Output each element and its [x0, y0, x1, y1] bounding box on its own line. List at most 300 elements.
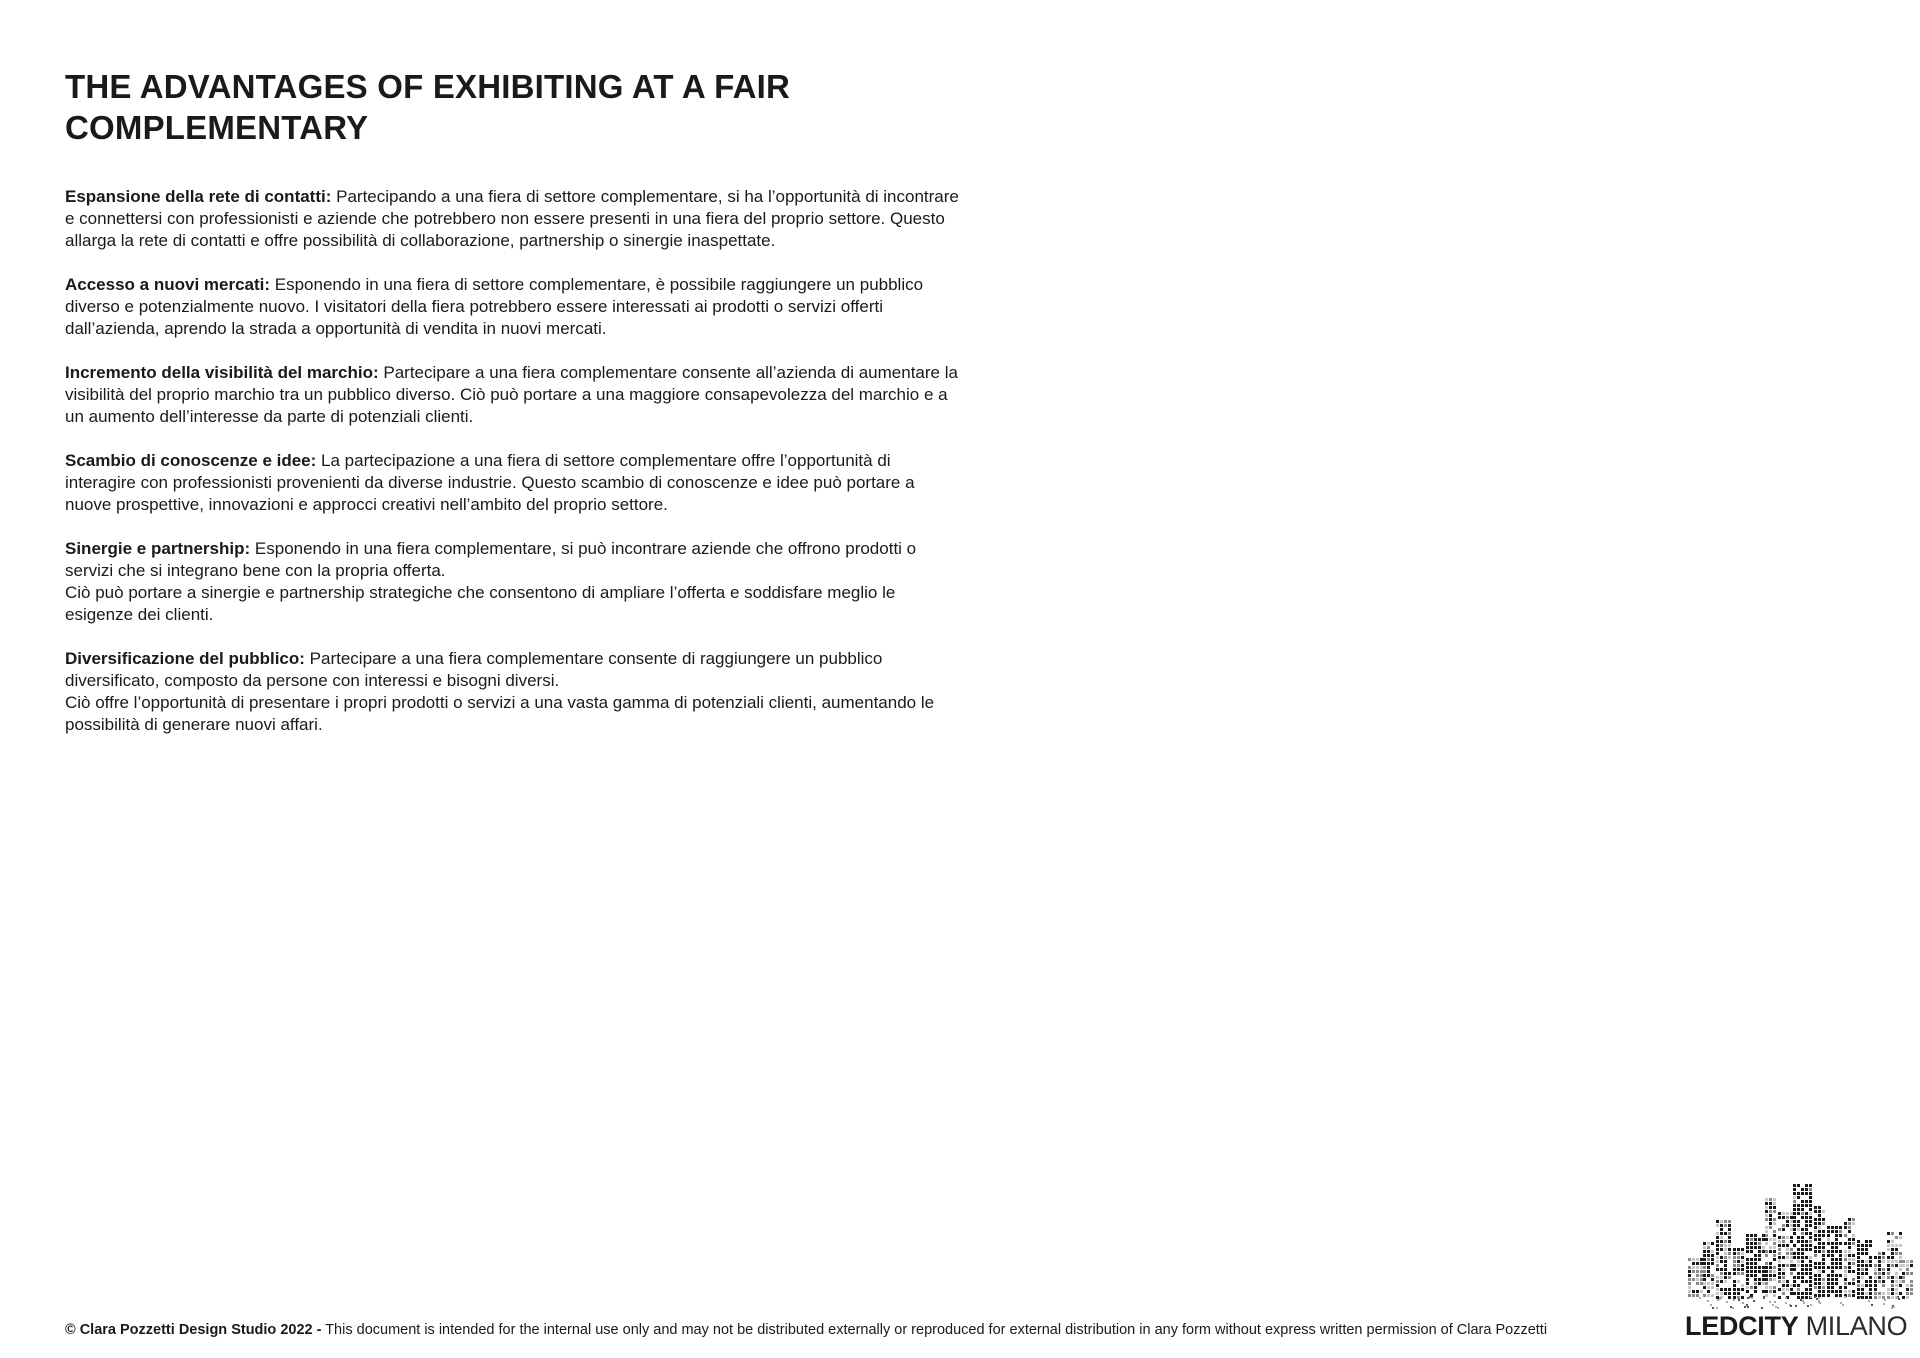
skyline-pixel	[1712, 1307, 1714, 1309]
skyline-window	[1857, 1256, 1860, 1259]
skyline-window	[1733, 1268, 1736, 1271]
section-brand-visibility	[65, 362, 965, 428]
skyline-window	[1793, 1220, 1796, 1223]
skyline-window	[1895, 1288, 1898, 1291]
skyline-window	[1899, 1232, 1902, 1235]
skyline-window	[1852, 1222, 1855, 1225]
skyline-window	[1852, 1282, 1855, 1285]
skyline-pixel	[1699, 1297, 1701, 1299]
skyline-window	[1724, 1280, 1727, 1283]
skyline-window	[1805, 1216, 1808, 1219]
skyline-window	[1797, 1256, 1800, 1259]
section-audience-diversification	[65, 648, 965, 736]
skyline-window	[1809, 1288, 1812, 1291]
skyline-window	[1835, 1250, 1838, 1253]
skyline-window	[1720, 1272, 1723, 1275]
skyline-window	[1728, 1224, 1731, 1227]
skyline-window	[1762, 1278, 1765, 1281]
skyline-window	[1822, 1282, 1825, 1285]
skyline-window	[1848, 1254, 1851, 1257]
skyline-window	[1737, 1296, 1740, 1299]
skyline-window	[1754, 1258, 1757, 1261]
skyline-window	[1848, 1246, 1851, 1249]
skyline-window	[1910, 1272, 1913, 1275]
skyline-window	[1805, 1212, 1808, 1215]
skyline-window	[1899, 1268, 1902, 1271]
skyline-window	[1762, 1250, 1765, 1253]
skyline-window	[1839, 1234, 1842, 1237]
skyline-pixel	[1803, 1302, 1805, 1304]
skyline-window	[1844, 1242, 1847, 1245]
skyline-window	[1882, 1272, 1885, 1275]
skyline-window	[1852, 1218, 1855, 1221]
skyline-window	[1865, 1264, 1868, 1267]
skyline-window	[1801, 1240, 1804, 1243]
skyline-window	[1827, 1254, 1830, 1257]
skyline-window	[1818, 1262, 1821, 1265]
skyline-pixel	[1816, 1298, 1818, 1300]
skyline-window	[1703, 1246, 1706, 1249]
skyline-window	[1895, 1260, 1898, 1263]
skyline-window	[1822, 1218, 1825, 1221]
skyline-window	[1700, 1270, 1703, 1273]
skyline-window	[1696, 1266, 1699, 1269]
skyline-window	[1822, 1222, 1825, 1225]
page-title	[65, 66, 965, 148]
skyline-window	[1700, 1278, 1703, 1281]
skyline-window	[1809, 1280, 1812, 1283]
skyline-window	[1809, 1192, 1812, 1195]
skyline-window	[1831, 1274, 1834, 1277]
skyline-window	[1839, 1226, 1842, 1229]
skyline-window	[1895, 1264, 1898, 1267]
skyline-window	[1737, 1280, 1740, 1283]
skyline-window	[1822, 1266, 1825, 1269]
skyline-pixel	[1883, 1303, 1885, 1305]
skyline-window	[1716, 1232, 1719, 1235]
skyline-window	[1801, 1244, 1804, 1247]
skyline-window	[1782, 1228, 1785, 1231]
skyline-pixel	[1719, 1298, 1721, 1300]
skyline-window	[1809, 1184, 1812, 1187]
skyline-window	[1696, 1290, 1699, 1293]
skyline-window	[1895, 1252, 1898, 1255]
skyline-window	[1716, 1248, 1719, 1251]
skyline-window	[1790, 1248, 1793, 1251]
section-text: Partecipando a una fiera di settore complementare, si ha l’opportunità di incontrare e connettersi con professionisti e aziende che potrebbero non essere presenti in una fiera del proprio settore. Questo allarga la rete di contatti e offre possibilità di collaborazione, partnership o sinergie inaspettate.	[65, 187, 959, 250]
skyline-window	[1878, 1272, 1881, 1275]
skyline-window	[1737, 1268, 1740, 1271]
skyline-window	[1861, 1268, 1864, 1271]
skyline-window	[1786, 1284, 1789, 1287]
skyline-window	[1848, 1250, 1851, 1253]
skyline-window	[1754, 1278, 1757, 1281]
skyline-window	[1750, 1238, 1753, 1241]
skyline-window	[1835, 1230, 1838, 1233]
skyline-pixel	[1785, 1302, 1787, 1304]
skyline-window	[1746, 1270, 1749, 1273]
skyline-window	[1793, 1284, 1796, 1287]
skyline-window	[1891, 1252, 1894, 1255]
skyline-window	[1906, 1264, 1909, 1267]
skyline-window	[1707, 1270, 1710, 1273]
skyline-window	[1878, 1256, 1881, 1259]
skyline-window	[1831, 1226, 1834, 1229]
skyline-window	[1805, 1268, 1808, 1271]
skyline-window	[1754, 1290, 1757, 1293]
skyline-window	[1835, 1278, 1838, 1281]
skyline-pixel	[1898, 1298, 1900, 1300]
skyline-window	[1831, 1270, 1834, 1273]
section-network	[65, 186, 965, 252]
skyline-window	[1769, 1250, 1772, 1253]
skyline-pixel	[1769, 1301, 1771, 1303]
skyline-window	[1809, 1264, 1812, 1267]
skyline-window	[1700, 1258, 1703, 1261]
skyline-window	[1878, 1292, 1881, 1295]
skyline-window	[1887, 1240, 1890, 1243]
skyline-window	[1844, 1234, 1847, 1237]
title-line-1: THE ADVANTAGES OF EXHIBITING AT A FAIR	[65, 68, 791, 105]
skyline-window	[1899, 1244, 1902, 1247]
skyline-window	[1797, 1228, 1800, 1231]
skyline-window	[1703, 1286, 1706, 1289]
skyline-window	[1891, 1288, 1894, 1291]
skyline-window	[1778, 1280, 1781, 1283]
skyline-window	[1786, 1248, 1789, 1251]
skyline-window	[1711, 1282, 1714, 1285]
skyline-window	[1778, 1240, 1781, 1243]
section-lead: Incremento della visibilità del marchio:	[65, 363, 379, 382]
skyline-window	[1910, 1288, 1913, 1291]
skyline-window	[1688, 1270, 1691, 1273]
skyline-window	[1728, 1236, 1731, 1239]
skyline-window	[1696, 1282, 1699, 1285]
section-lead: Diversificazione del pubblico:	[65, 649, 305, 668]
skyline-window	[1716, 1264, 1719, 1267]
skyline-pixel	[1802, 1300, 1804, 1302]
skyline-window	[1865, 1248, 1868, 1251]
skyline-window	[1793, 1224, 1796, 1227]
skyline-window	[1818, 1270, 1821, 1273]
skyline-window	[1818, 1278, 1821, 1281]
skyline-window	[1814, 1274, 1817, 1277]
skyline-pixel	[1761, 1307, 1763, 1309]
skyline-window	[1848, 1222, 1851, 1225]
skyline-window	[1793, 1228, 1796, 1231]
skyline-window	[1869, 1296, 1872, 1299]
skyline-window	[1765, 1198, 1768, 1201]
skyline-window	[1809, 1204, 1812, 1207]
skyline-window	[1809, 1236, 1812, 1239]
skyline-window	[1844, 1278, 1847, 1281]
skyline-window	[1786, 1224, 1789, 1227]
section-text: La partecipazione a una fiera di settore complementare offre l’opportunità di interagire con professionisti provenienti da diverse industrie. Questo scambio di conoscenze e idee può portare a nuove prospettive, innovazioni e approcci creativi nell’ambito del proprio settore.	[65, 451, 915, 514]
skyline-window	[1831, 1246, 1834, 1249]
skyline-window	[1728, 1272, 1731, 1275]
skyline-window	[1835, 1290, 1838, 1293]
skyline-pixel	[1716, 1307, 1718, 1309]
skyline-window	[1778, 1212, 1781, 1215]
skyline-window	[1801, 1264, 1804, 1267]
skyline-window	[1809, 1208, 1812, 1211]
skyline-window	[1844, 1250, 1847, 1253]
skyline-window	[1809, 1216, 1812, 1219]
skyline-window	[1805, 1280, 1808, 1283]
skyline-window	[1906, 1268, 1909, 1271]
skyline-window	[1720, 1256, 1723, 1259]
skyline-window	[1878, 1260, 1881, 1263]
skyline-window	[1711, 1242, 1714, 1245]
skyline-window	[1786, 1256, 1789, 1259]
skyline-window	[1750, 1262, 1753, 1265]
skyline-window	[1754, 1286, 1757, 1289]
skyline-window	[1861, 1248, 1864, 1251]
skyline-window	[1906, 1284, 1909, 1287]
skyline-window	[1728, 1296, 1731, 1299]
skyline-window	[1906, 1296, 1909, 1299]
skyline-window	[1831, 1290, 1834, 1293]
skyline-window	[1839, 1262, 1842, 1265]
skyline-window	[1724, 1240, 1727, 1243]
skyline-window	[1887, 1264, 1890, 1267]
skyline-window	[1692, 1278, 1695, 1281]
skyline-pixel	[1840, 1302, 1842, 1304]
skyline-window	[1765, 1270, 1768, 1273]
skyline-window	[1848, 1258, 1851, 1261]
skyline-window	[1773, 1234, 1776, 1237]
skyline-window	[1809, 1196, 1812, 1199]
skyline-window	[1724, 1220, 1727, 1223]
skyline-window	[1827, 1238, 1830, 1241]
skyline-window	[1878, 1252, 1881, 1255]
skyline-window	[1750, 1258, 1753, 1261]
skyline-window	[1857, 1244, 1860, 1247]
skyline-window	[1874, 1280, 1877, 1283]
skyline-window	[1809, 1232, 1812, 1235]
skyline-window	[1720, 1240, 1723, 1243]
skyline-window	[1805, 1292, 1808, 1295]
skyline-window	[1857, 1252, 1860, 1255]
skyline-window	[1790, 1256, 1793, 1259]
skyline-window	[1750, 1250, 1753, 1253]
skyline-window	[1861, 1276, 1864, 1279]
skyline-window	[1707, 1254, 1710, 1257]
skyline-window	[1801, 1256, 1804, 1259]
skyline-window	[1797, 1212, 1800, 1215]
skyline-window	[1882, 1296, 1885, 1299]
skyline-window	[1827, 1266, 1830, 1269]
skyline-window	[1716, 1288, 1719, 1291]
skyline-window	[1814, 1282, 1817, 1285]
skyline-window	[1716, 1256, 1719, 1259]
skyline-window	[1814, 1222, 1817, 1225]
skyline-window	[1797, 1204, 1800, 1207]
skyline-window	[1869, 1244, 1872, 1247]
skyline-window	[1724, 1288, 1727, 1291]
skyline-window	[1778, 1264, 1781, 1267]
skyline-window	[1737, 1264, 1740, 1267]
skyline-window	[1746, 1262, 1749, 1265]
footer-notice	[65, 1321, 1547, 1339]
skyline-window	[1857, 1276, 1860, 1279]
skyline-window	[1703, 1250, 1706, 1253]
skyline-window	[1773, 1206, 1776, 1209]
skyline-window	[1801, 1292, 1804, 1295]
skyline-window	[1848, 1238, 1851, 1241]
skyline-window	[1805, 1272, 1808, 1275]
skyline-window	[1805, 1220, 1808, 1223]
skyline-window	[1728, 1240, 1731, 1243]
skyline-window	[1831, 1242, 1834, 1245]
skyline-window	[1844, 1286, 1847, 1289]
skyline-window	[1797, 1276, 1800, 1279]
skyline-window	[1769, 1290, 1772, 1293]
skyline-window	[1778, 1276, 1781, 1279]
skyline-window	[1778, 1260, 1781, 1263]
skyline-window	[1782, 1268, 1785, 1271]
skyline-window	[1809, 1256, 1812, 1259]
skyline-window	[1724, 1292, 1727, 1295]
skyline-window	[1741, 1256, 1744, 1259]
skyline-window	[1724, 1224, 1727, 1227]
skyline-window	[1797, 1288, 1800, 1291]
skyline-window	[1754, 1242, 1757, 1245]
city-skyline-icon	[1683, 1160, 1915, 1310]
skyline-window	[1728, 1244, 1731, 1247]
skyline-pixel	[1749, 1296, 1751, 1298]
skyline-window	[1805, 1240, 1808, 1243]
skyline-window	[1878, 1276, 1881, 1279]
skyline-window	[1793, 1200, 1796, 1203]
skyline-window	[1887, 1296, 1890, 1299]
skyline-window	[1801, 1204, 1804, 1207]
skyline-window	[1857, 1264, 1860, 1267]
skyline-pixel	[1785, 1297, 1787, 1299]
skyline-window	[1814, 1230, 1817, 1233]
skyline-window	[1786, 1264, 1789, 1267]
skyline-pixel	[1707, 1300, 1709, 1302]
skyline-window	[1822, 1262, 1825, 1265]
skyline-window	[1703, 1258, 1706, 1261]
skyline-window	[1882, 1292, 1885, 1295]
skyline-window	[1895, 1276, 1898, 1279]
skyline-window	[1778, 1216, 1781, 1219]
skyline-window	[1891, 1264, 1894, 1267]
skyline-window	[1793, 1204, 1796, 1207]
skyline-window	[1797, 1240, 1800, 1243]
skyline-window	[1852, 1242, 1855, 1245]
skyline-window	[1778, 1244, 1781, 1247]
skyline-window	[1737, 1272, 1740, 1275]
skyline-window	[1878, 1264, 1881, 1267]
skyline-window	[1831, 1282, 1834, 1285]
skyline-window	[1797, 1192, 1800, 1195]
skyline-window	[1769, 1246, 1772, 1249]
skyline-window	[1797, 1248, 1800, 1251]
skyline-window	[1895, 1244, 1898, 1247]
skyline-window	[1805, 1192, 1808, 1195]
skyline-window	[1818, 1230, 1821, 1233]
skyline-window	[1741, 1264, 1744, 1267]
skyline-window	[1861, 1264, 1864, 1267]
skyline-window	[1865, 1292, 1868, 1295]
skyline-window	[1910, 1292, 1913, 1295]
skyline-window	[1700, 1266, 1703, 1269]
skyline-window	[1805, 1288, 1808, 1291]
skyline-window	[1827, 1226, 1830, 1229]
skyline-pixel	[1819, 1302, 1821, 1304]
skyline-window	[1773, 1294, 1776, 1297]
skyline-window	[1765, 1250, 1768, 1253]
skyline-window	[1773, 1222, 1776, 1225]
skyline-window	[1844, 1290, 1847, 1293]
skyline-window	[1887, 1288, 1890, 1291]
skyline-window	[1773, 1266, 1776, 1269]
skyline-window	[1831, 1286, 1834, 1289]
skyline-window	[1754, 1282, 1757, 1285]
skyline-window	[1720, 1268, 1723, 1271]
skyline-window	[1758, 1278, 1761, 1281]
skyline-window	[1882, 1276, 1885, 1279]
skyline-window	[1793, 1216, 1796, 1219]
skyline-window	[1835, 1294, 1838, 1297]
skyline-window	[1724, 1272, 1727, 1275]
skyline-window	[1899, 1256, 1902, 1259]
skyline-window	[1895, 1280, 1898, 1283]
skyline-window	[1844, 1226, 1847, 1229]
skyline-window	[1887, 1248, 1890, 1251]
skyline-window	[1805, 1204, 1808, 1207]
skyline-window	[1786, 1280, 1789, 1283]
skyline-window	[1733, 1260, 1736, 1263]
skyline-window	[1865, 1268, 1868, 1271]
skyline-window	[1801, 1268, 1804, 1271]
skyline-window	[1750, 1234, 1753, 1237]
skyline-window	[1741, 1248, 1744, 1251]
skyline-window	[1737, 1288, 1740, 1291]
skyline-window	[1707, 1290, 1710, 1293]
skyline-window	[1805, 1184, 1808, 1187]
skyline-window	[1887, 1292, 1890, 1295]
skyline-window	[1895, 1236, 1898, 1239]
skyline-window	[1688, 1294, 1691, 1297]
skyline-window	[1839, 1290, 1842, 1293]
skyline-window	[1696, 1274, 1699, 1277]
skyline-window	[1869, 1256, 1872, 1259]
skyline-window	[1773, 1242, 1776, 1245]
skyline-window	[1758, 1266, 1761, 1269]
skyline-window	[1741, 1268, 1744, 1271]
skyline-window	[1809, 1212, 1812, 1215]
skyline-window	[1848, 1294, 1851, 1297]
skyline-window	[1805, 1200, 1808, 1203]
skyline-window	[1839, 1230, 1842, 1233]
skyline-pixel	[1795, 1305, 1797, 1307]
skyline-window	[1852, 1270, 1855, 1273]
skyline-window	[1688, 1266, 1691, 1269]
skyline-window	[1805, 1248, 1808, 1251]
skyline-window	[1814, 1266, 1817, 1269]
skyline-window	[1703, 1242, 1706, 1245]
skyline-window	[1773, 1290, 1776, 1293]
skyline-window	[1822, 1270, 1825, 1273]
skyline-pixel	[1730, 1306, 1732, 1308]
skyline-window	[1782, 1236, 1785, 1239]
skyline-window	[1703, 1278, 1706, 1281]
skyline-window	[1874, 1264, 1877, 1267]
skyline-window	[1696, 1258, 1699, 1261]
